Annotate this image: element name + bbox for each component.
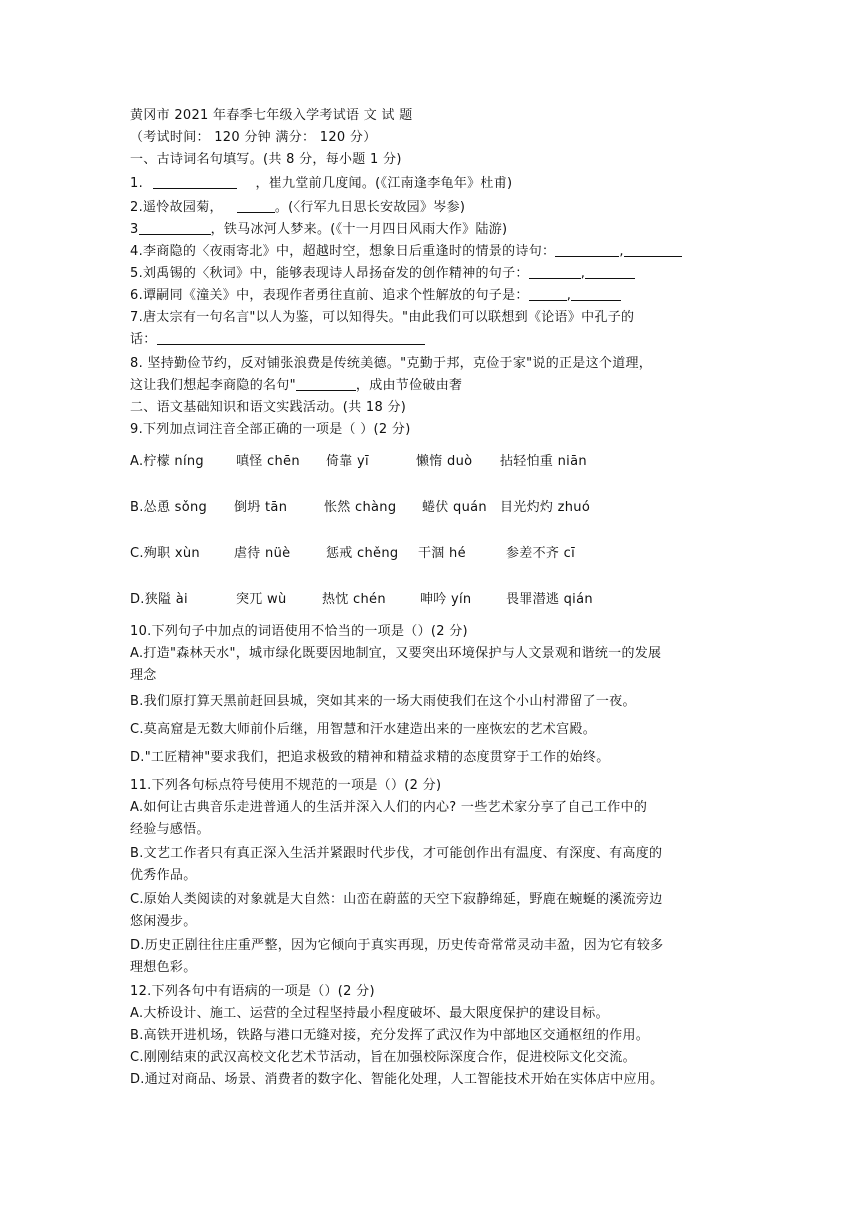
question-8-line1: 8. 坚持勤俭节约，反对铺张浪费是传统美德。"克勤于邦，克俭于家"说的正是这个道理， — [130, 356, 653, 371]
answer-blank[interactable] — [585, 264, 635, 279]
question-7-line2: 话： — [130, 330, 425, 350]
q9-option-b: B.怂恿 sǒng 倒坍 tān 怅然 chàng 蜷伏 quán 目光灼灼 zhuó — [130, 500, 591, 515]
answer-blank[interactable] — [529, 264, 581, 279]
question-5: 5.刘禹锡的〈秋词》中，能够表现诗人昂扬奋发的创作精神的句子： , — [130, 264, 635, 284]
question-2: 2.遥怜故园菊， 。(〈行军九日思长安故园》岑参) — [130, 200, 466, 215]
q10-option-d: D."工匠精神"要求我们，把追求极致的精神和精益求精的态度贯穿于工作的始终。 — [130, 750, 610, 765]
q11-option-b-cont: 优秀作品。 — [130, 868, 197, 883]
q9-option-a: A.柠檬 níng 嗔怪 chēn 倚靠 yī 懒惰 duò 拈轻怕重 niān — [130, 454, 587, 469]
q12-option-d: D.通过对商品、场景、消费者的数字化、智能化处理，人工智能技术开始在实体店中应用。 — [130, 1072, 664, 1087]
q10-option-a-cont: 理念 — [130, 668, 157, 683]
q9-option-d: D.狭隘 ài 突兀 wù 热忱 chén 呻吟 yín 畏罪潜逃 qián — [130, 592, 593, 607]
answer-blank[interactable] — [157, 330, 425, 345]
question-8-line2: 这让我们想起李商隐的名句" ，成由节俭破由奢 — [130, 378, 463, 393]
q11-option-c: C.原始人类阅读的对象就是大自然：山峦在蔚蓝的天空下寂静绵延，野鹿在蜿蜒的溪流旁边 — [130, 892, 663, 907]
q11-option-b: B.文艺工作者只有真正深入生活并紧跟时代步伐，才可能创作出有温度、有深度、有高度的 — [130, 846, 663, 861]
exam-info: （考试时间： 120 分钟 满分： 120 分） — [130, 130, 377, 145]
section1-heading: 一、古诗词名句填写。(共 8 分，每小题 1 分) — [130, 152, 402, 167]
exam-title: 黄冈市 2021 年春季七年级入学考试语 文 试 题 — [130, 108, 413, 123]
question-11-stem: 11.下列各句标点符号使用不规范的一项是（）(2 分) — [130, 778, 442, 793]
q10-option-b: B.我们原打算天黑前赶回县城，突如其来的一场大雨使我们在这个小山村滞留了一夜。 — [130, 694, 636, 709]
q11-option-d: D.历史正剧往往庄重严整，因为它倾向于真实再现，历史传奇常常灵动丰盈，因为它有较多 — [130, 938, 664, 953]
q12-option-b: B.高铁开进机场，铁路与港口无缝对接，充分发挥了武汉作为中部地区交通枢纽的作用。 — [130, 1028, 650, 1043]
q11-option-d-cont: 理想色彩。 — [130, 960, 197, 975]
question-4: 4.李商隐的〈夜雨寄北》中，超越时空，想象日后重逢时的情景的诗句： , — [130, 242, 682, 262]
question-12-stem: 12.下列各句中有语病的一项是（）(2 分) — [130, 984, 375, 999]
answer-blank[interactable] — [237, 198, 275, 213]
answer-blank[interactable] — [529, 286, 567, 301]
question-7-line1: 7.唐太宗有一句名言"以人为鉴，可以知得失。"由此我们可以联想到《论语》中孔子的 — [130, 310, 635, 325]
section2-heading: 二、语文基础知识和语文实践活动。(共 18 分) — [130, 400, 407, 415]
q12-option-c: C.刚刚结束的武汉高校文化艺术节活动，旨在加强校际深度合作，促进校际文化交流。 — [130, 1050, 636, 1065]
question-3: 3 ，铁马冰河人梦来。(《十一月四日风雨大作》陆游) — [130, 222, 508, 237]
question-9-stem: 9.下列加点词注音全部正确的一项是（ ）(2 分) — [130, 422, 411, 437]
question-6: 6.谭嗣同《潼关》中，表现作者勇往直前、追求个性解放的句子是： , — [130, 286, 621, 306]
answer-blank[interactable] — [153, 174, 237, 189]
answer-blank[interactable] — [624, 242, 682, 257]
q11-option-a-cont: 经验与感悟。 — [130, 822, 210, 837]
q12-option-a: A.大桥设计、施工、运营的全过程坚持最小程度破坏、最大限度保护的建设目标。 — [130, 1006, 609, 1021]
answer-blank[interactable] — [555, 242, 619, 257]
q10-option-c: C.莫高窟是无数大师前仆后继，用智慧和汗水建造出来的一座恢宏的艺术宫殿。 — [130, 722, 597, 737]
q10-option-a: A.打造"森林天水"，城市绿化既要因地制宜，又要突出环境保护与人文景观和谐统一的发展 — [130, 646, 662, 661]
answer-blank[interactable] — [571, 286, 621, 301]
question-10-stem: 10.下列句子中加点的词语使用不恰当的一项是（）(2 分) — [130, 624, 468, 639]
q9-option-c: C.殉职 xùn 虐待 nüè 惩戒 chěng 干涸 hé 参差不齐 cī — [130, 546, 575, 561]
question-1: 1. ，崔九堂前几度闻。(《江南逢李龟年》杜甫) — [130, 176, 513, 191]
answer-blank[interactable] — [139, 220, 211, 235]
q11-option-a: A.如何让古典音乐走进普通人的生活并深入人们的内心? 一些艺术家分享了自己工作中的 — [130, 800, 648, 815]
q11-option-c-cont: 悠闲漫步。 — [130, 914, 197, 929]
answer-blank[interactable] — [296, 376, 356, 391]
